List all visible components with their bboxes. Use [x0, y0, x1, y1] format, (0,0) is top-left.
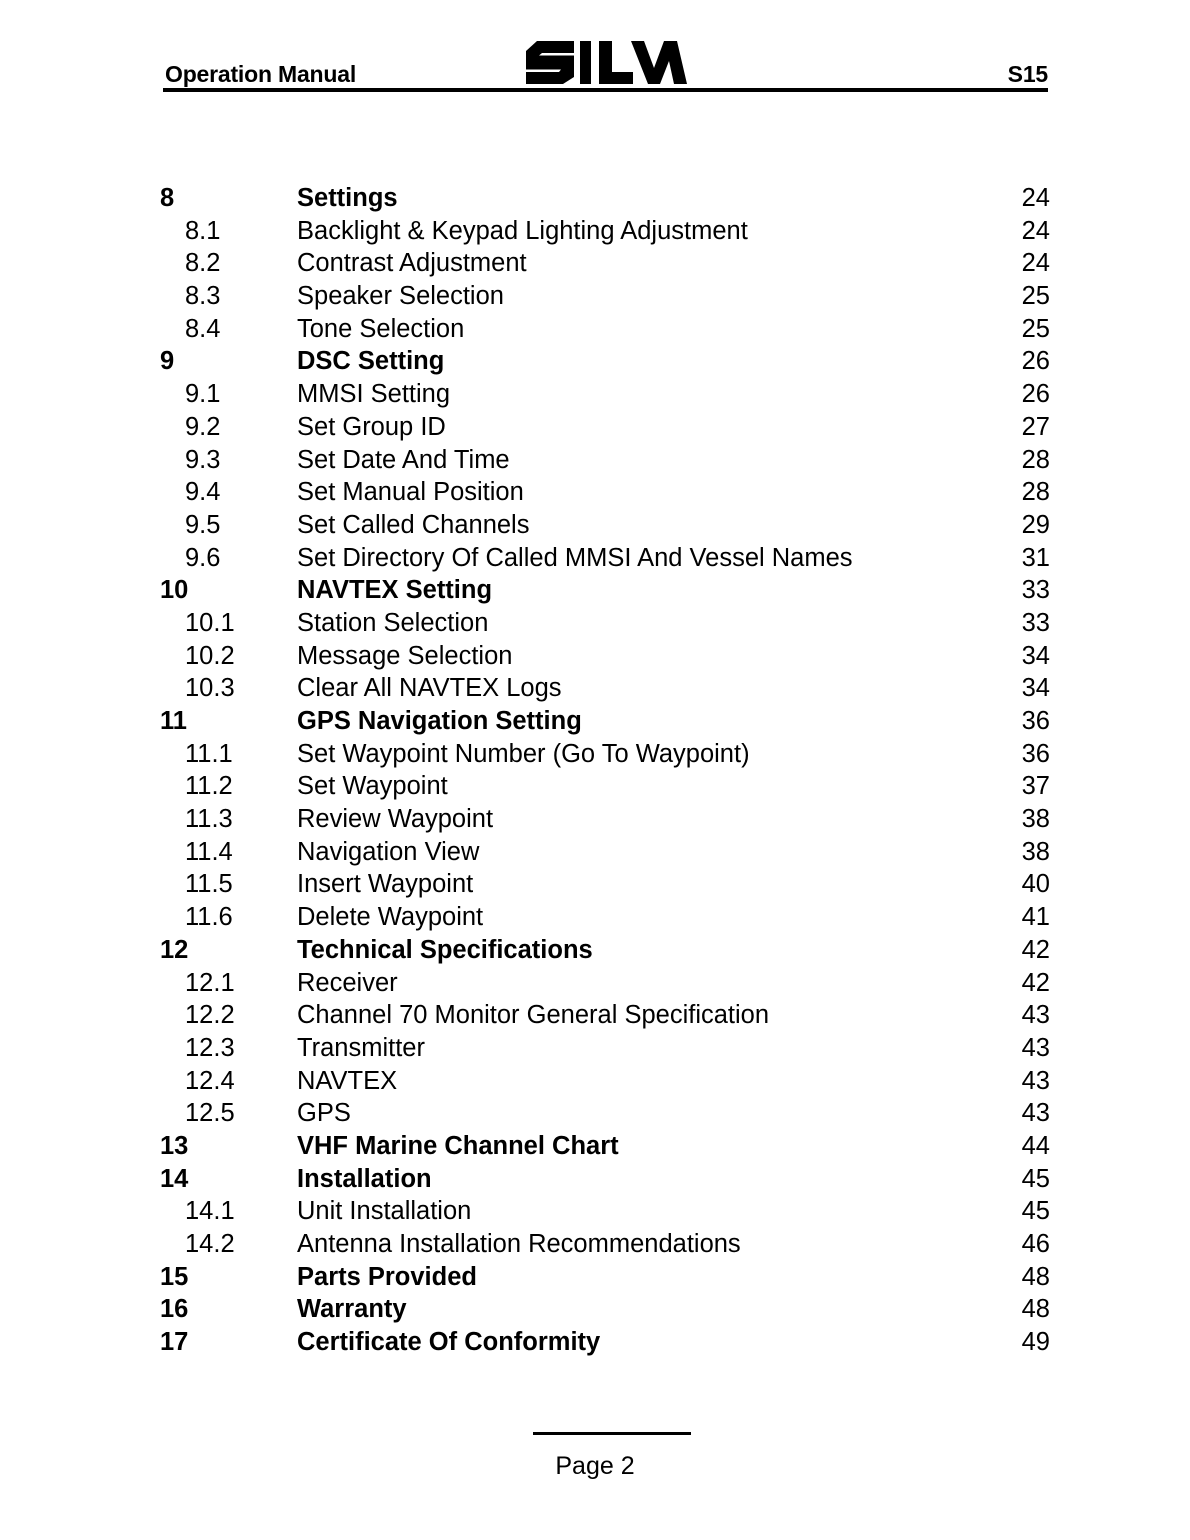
toc-entry-page: 38 [1021, 837, 1050, 866]
toc-entry-page: 41 [1021, 903, 1050, 932]
toc-entry-title: Tone Selection [297, 314, 465, 343]
toc-entry-number: 9.5 [185, 510, 221, 539]
toc-entry-title: Station Selection [297, 608, 489, 637]
toc-entry-page: 45 [1021, 1164, 1050, 1193]
toc-entry-title: Navigation View [297, 837, 480, 866]
toc-entry[interactable] [160, 1293, 1050, 1326]
toc-entry-number: 12 [160, 935, 189, 964]
toc-entry-number: 11.1 [185, 739, 233, 768]
toc-entry[interactable] [160, 509, 1050, 542]
toc-entry-page: 31 [1021, 543, 1050, 572]
toc-entry-page: 43 [1021, 1033, 1050, 1062]
toc-entry-title: Review Waypoint [297, 805, 494, 834]
toc-entry-title: Receiver [297, 968, 398, 997]
toc-entry[interactable] [160, 1097, 1050, 1130]
toc-entry[interactable] [160, 313, 1050, 346]
toc-entry-title: VHF Marine Channel Chart [297, 1131, 619, 1160]
toc-entry-title: Warranty [297, 1295, 407, 1324]
toc-entry-page: 49 [1021, 1328, 1050, 1357]
toc-entry-number: 17 [160, 1328, 189, 1357]
toc-entry-page: 26 [1021, 347, 1050, 376]
toc-entry-number: 9.3 [185, 445, 221, 474]
toc-entry-title: Channel 70 Monitor General Specification [297, 1001, 770, 1030]
toc-entry[interactable] [160, 868, 1050, 901]
toc-entry[interactable] [160, 803, 1050, 836]
header-divider [163, 88, 1048, 92]
toc-entry-number: 11.2 [185, 772, 233, 801]
toc-entry-number: 9.2 [185, 412, 221, 441]
toc-entry-page: 28 [1021, 445, 1050, 474]
toc-entry-number: 9.6 [185, 543, 221, 572]
toc-entry-number: 8 [160, 184, 175, 212]
toc-entry-number: 11.5 [185, 870, 233, 899]
footer-divider [533, 1432, 691, 1435]
toc-entry-number: 11.6 [185, 903, 233, 932]
toc-entry-title: Clear All NAVTEX Logs [297, 674, 562, 703]
toc-entry-number: 16 [160, 1295, 189, 1324]
toc-entry-title: Certificate Of Conformity [297, 1328, 601, 1357]
toc-entry[interactable] [160, 411, 1050, 444]
toc-entry-title: Insert Waypoint [297, 870, 474, 899]
toc-entry-page: 43 [1021, 1066, 1050, 1095]
toc-entry-page: 25 [1021, 314, 1050, 343]
toc-entry[interactable] [160, 967, 1050, 1000]
toc-entry-page: 36 [1021, 707, 1050, 735]
toc-entry-page: 42 [1021, 968, 1050, 997]
toc-entry-number: 8.3 [185, 282, 221, 311]
toc-entry-title: Technical Specifications [297, 935, 593, 964]
toc-entry-number: 12.2 [185, 1001, 235, 1030]
toc-entry-page: 48 [1021, 1295, 1050, 1324]
silva-logo [523, 34, 689, 84]
header-document-title: Operation Manual [165, 61, 357, 87]
toc-entry-number: 10.1 [185, 608, 235, 637]
toc-entry-title: Set Waypoint Number (Go To Waypoint) [297, 739, 750, 768]
toc-entry-number: 9.1 [185, 380, 221, 409]
toc-entry-number: 11.3 [185, 805, 233, 834]
toc-entry-page: 46 [1021, 1230, 1050, 1258]
toc-entry[interactable] [160, 1195, 1050, 1228]
toc-entry[interactable] [160, 738, 1050, 771]
toc-entry-page: 43 [1021, 1099, 1050, 1128]
toc-entry-title: Set Directory Of Called MMSI And Vessel Names [297, 543, 853, 572]
toc-entry-title: Delete Waypoint [297, 903, 484, 932]
toc-entry-number: 9 [160, 347, 175, 376]
toc-entry[interactable] [160, 280, 1050, 313]
toc-entry[interactable] [160, 607, 1050, 640]
toc-entry-title: Installation [297, 1164, 432, 1193]
toc-entry[interactable] [160, 345, 1050, 378]
toc-entry-title: NAVTEX [297, 1066, 398, 1095]
toc-entry-title: Set Called Channels [297, 510, 530, 539]
toc-entry-page: 25 [1021, 282, 1050, 311]
toc-entry[interactable] [160, 1163, 1050, 1196]
toc-entry[interactable] [160, 1261, 1050, 1294]
page-number: Page 2 [555, 1452, 635, 1480]
toc-entry-title: Contrast Adjustment [297, 249, 527, 278]
toc-entry-number: 14.2 [185, 1230, 235, 1258]
toc-entry[interactable] [160, 542, 1050, 575]
toc-entry-page: 34 [1021, 641, 1050, 670]
toc-entry-title: GPS [297, 1099, 351, 1128]
table-of-contents [160, 182, 1050, 1359]
toc-entry[interactable] [160, 999, 1050, 1032]
toc-entry-title: Unit Installation [297, 1197, 472, 1226]
toc-entry[interactable] [160, 444, 1050, 477]
toc-entry-number: 9.4 [185, 478, 221, 507]
toc-entry-page: 28 [1021, 478, 1050, 507]
toc-entry-title: NAVTEX Setting [297, 576, 493, 605]
toc-entry-title: Set Date And Time [297, 445, 510, 474]
toc-entry-number: 10.3 [185, 674, 235, 703]
toc-entry-page: 36 [1021, 739, 1050, 768]
toc-entry-page: 48 [1021, 1262, 1050, 1291]
toc-entry-page: 24 [1021, 184, 1050, 212]
toc-entry-page: 34 [1021, 674, 1050, 703]
toc-entry-page: 24 [1021, 216, 1050, 245]
toc-entry-title: Speaker Selection [297, 282, 504, 311]
toc-entry-number: 15 [160, 1262, 189, 1291]
toc-entry-number: 12.4 [185, 1066, 235, 1095]
toc-entry-title: Backlight & Keypad Lighting Adjustment [297, 216, 748, 245]
toc-entry-number: 10 [160, 576, 189, 605]
toc-entry[interactable] [160, 182, 1050, 215]
toc-entry-page: 33 [1021, 576, 1050, 605]
toc-entry-page: 42 [1021, 935, 1050, 964]
toc-entry-page: 38 [1021, 805, 1050, 834]
toc-entry[interactable] [160, 1032, 1050, 1065]
toc-entry[interactable] [160, 640, 1050, 673]
toc-entry[interactable] [160, 476, 1050, 509]
toc-entry-number: 12.3 [185, 1033, 235, 1062]
toc-entry[interactable] [160, 705, 1050, 738]
toc-entry[interactable] [160, 378, 1050, 411]
toc-entry-number: 8.2 [185, 249, 221, 278]
toc-entry[interactable] [160, 1065, 1050, 1098]
toc-entry-page: 26 [1021, 380, 1050, 409]
toc-entry-number: 14 [160, 1164, 189, 1193]
toc-entry-page: 24 [1021, 249, 1050, 278]
toc-entry-number: 12.1 [185, 968, 235, 997]
toc-entry[interactable] [160, 1326, 1050, 1359]
toc-entry-page: 33 [1021, 608, 1050, 637]
toc-entry[interactable] [160, 574, 1050, 607]
toc-entry-page: 29 [1021, 510, 1050, 539]
toc-entry-page: 43 [1021, 1001, 1050, 1030]
toc-entry-title: GPS Navigation Setting [297, 707, 582, 735]
toc-entry-page: 45 [1021, 1197, 1050, 1226]
toc-entry-title: Set Manual Position [297, 478, 524, 507]
toc-entry[interactable] [160, 1130, 1050, 1163]
toc-entry[interactable] [160, 836, 1050, 869]
toc-entry-number: 10.2 [185, 641, 235, 670]
toc-entry-page: 27 [1021, 412, 1050, 441]
toc-entry[interactable] [160, 672, 1050, 705]
page-header [163, 36, 1048, 90]
toc-entry-title: Antenna Installation Recommendations [297, 1230, 741, 1258]
toc-entry-page: 44 [1021, 1131, 1050, 1160]
toc-entry-title: Set Group ID [297, 412, 446, 441]
header-model-name: S15 [1007, 61, 1048, 87]
toc-entry[interactable] [160, 770, 1050, 803]
toc-entry-title: Parts Provided [297, 1262, 477, 1291]
toc-entry-page: 40 [1021, 870, 1050, 899]
toc-entry-number: 8.1 [185, 216, 221, 245]
toc-entry[interactable] [160, 1228, 1050, 1261]
toc-entry[interactable] [160, 934, 1050, 967]
toc-entry-title: MMSI Setting [297, 380, 451, 409]
toc-entry-title: Settings [297, 184, 398, 212]
toc-entry-title: DSC Setting [297, 347, 445, 376]
toc-entry-title: Message Selection [297, 641, 513, 670]
toc-entry-title: Set Waypoint [297, 772, 448, 801]
toc-entry[interactable] [160, 247, 1050, 280]
toc-entry-number: 13 [160, 1131, 189, 1160]
toc-entry-number: 11.4 [185, 837, 233, 866]
toc-entry[interactable] [160, 215, 1050, 248]
toc-entry[interactable] [160, 901, 1050, 934]
toc-entry-number: 8.4 [185, 314, 221, 343]
toc-entry-number: 12.5 [185, 1099, 235, 1128]
toc-entry-number: 14.1 [185, 1197, 235, 1226]
toc-entry-number: 11 [160, 707, 187, 735]
toc-entry-title: Transmitter [297, 1033, 425, 1062]
toc-entry-page: 37 [1021, 772, 1050, 801]
